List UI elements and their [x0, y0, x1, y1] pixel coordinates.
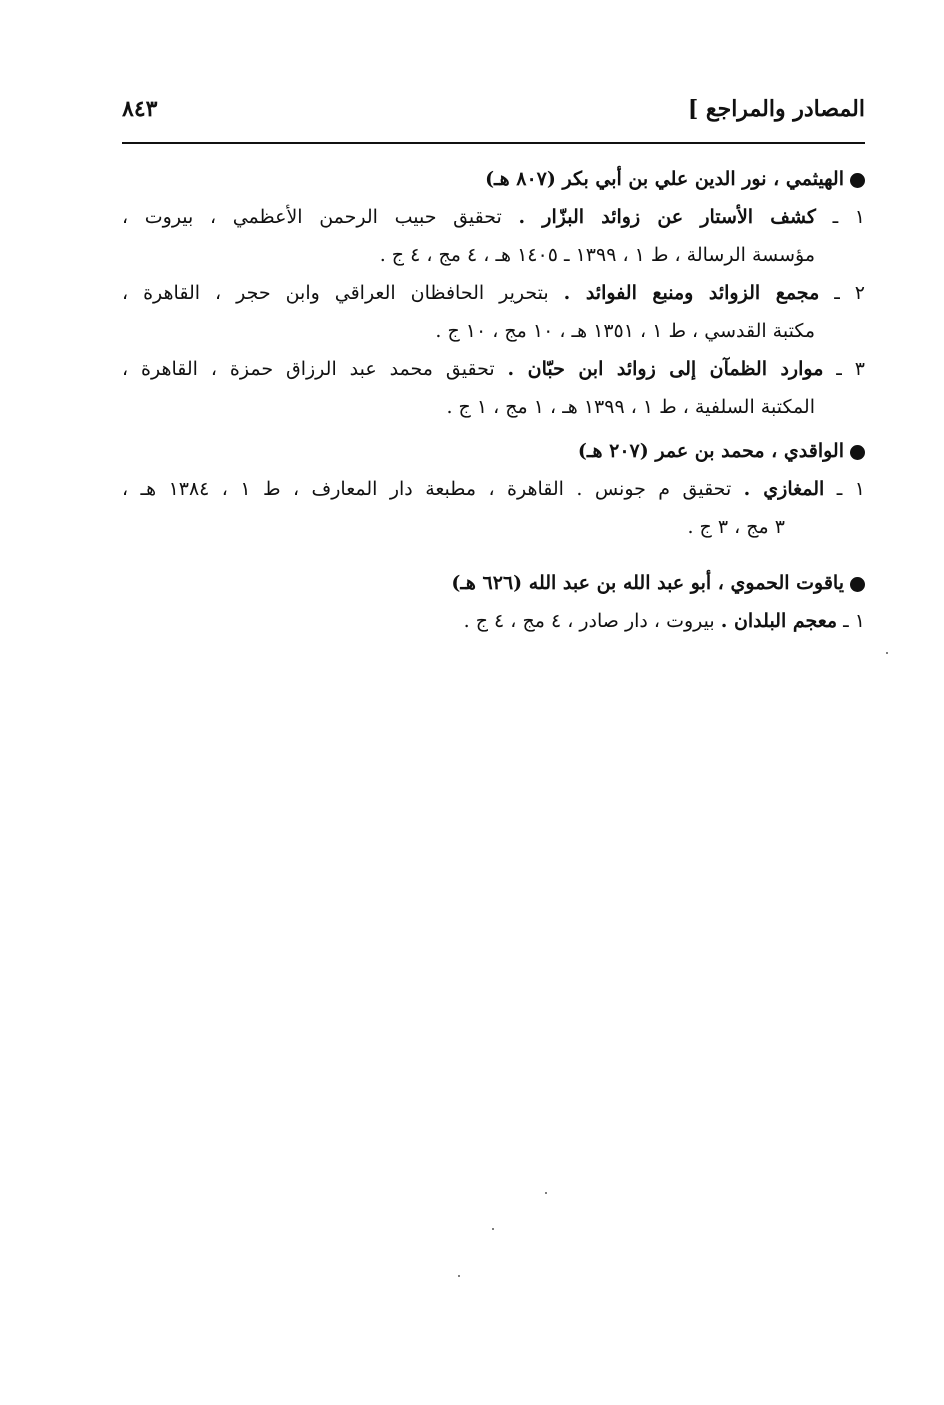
bib-entry-line: [122, 350, 865, 388]
scan-speck: [458, 1275, 460, 1277]
entry-details: بتحرير الحافظان العراقي وابن حجر ، القاهرة ،: [122, 282, 549, 304]
author-name: الهيثمي ، نور الدين علي بن أبي بكر (٨٠٧ هـ): [485, 168, 844, 190]
header-rule: [122, 142, 865, 144]
author-heading: [122, 160, 865, 198]
author-heading: [122, 432, 865, 470]
entry-number: ٢ ـ: [834, 282, 865, 304]
bib-entry-continuation: ٣ مج ، ٣ ج .: [687, 516, 785, 538]
author-name: ياقوت الحموي ، أبو عبد الله بن عبد الله (٦٢٦ هـ): [451, 572, 844, 594]
bib-entry-continuation: مؤسسة الرسالة ، ط ١ ، ١٣٩٩ ـ ١٤٠٥ هـ ، ٤ مج ، ٤ ج .: [379, 244, 815, 266]
entry-number: ١ ـ: [836, 478, 865, 500]
author-heading: [122, 564, 865, 602]
entry-details: تحقيق حبيب الرحمن الأعظمي ، بيروت ،: [122, 206, 502, 228]
entry-number: ١ ـ: [843, 610, 865, 632]
running-title: المصادر والمراجع ]: [687, 96, 865, 122]
scan-speck: [545, 1192, 547, 1194]
author-name: الواقدي ، محمد بن عمر (٢٠٧ هـ): [577, 440, 844, 462]
bib-entry-continuation: المكتبة السلفية ، ط ١ ، ١٣٩٩ هـ ، ١ مج ، ١ ج .: [446, 396, 815, 418]
bib-entry-line: [122, 470, 865, 508]
running-header: [122, 96, 865, 136]
bib-entry-line: [122, 198, 865, 236]
book-title: مجمع الزوائد ومنبع الفوائد .: [563, 282, 820, 304]
scan-speck: [886, 652, 888, 654]
book-title: كشف الأستار عن زوائد البزّار .: [518, 206, 816, 228]
entry-details: تحقيق م جونس . القاهرة ، مطبعة دار المعارف ، ط ١ ، ١٣٨٤ هـ ،: [122, 478, 732, 500]
entry-details: بيروت ، دار صادر ، ٤ مج ، ٤ ج .: [463, 610, 715, 632]
entry-details: تحقيق محمد عبد الرزاق حمزة ، القاهرة ،: [122, 358, 495, 380]
scan-speck: [492, 1228, 494, 1230]
bullet-icon: [850, 173, 865, 188]
bib-entry-line: [122, 602, 865, 640]
entry-number: ١ ـ: [832, 206, 865, 228]
book-title: المغازي .: [743, 478, 825, 500]
page-number: ٨٤٣: [122, 96, 158, 122]
bib-entry-line: [122, 274, 865, 312]
book-title: معجم البلدان .: [720, 610, 838, 632]
bullet-icon: [850, 577, 865, 592]
bib-entry-continuation: مكتبة القدسي ، ط ١ ، ١٣٥١ هـ ، ١٠ مج ، ١٠ ج .: [435, 320, 815, 342]
entry-number: ٣ ـ: [836, 358, 865, 380]
bullet-icon: [850, 445, 865, 460]
bibliography: [122, 160, 865, 640]
book-title: موارد الظمآن إلى زوائد ابن حبّان .: [507, 358, 824, 380]
